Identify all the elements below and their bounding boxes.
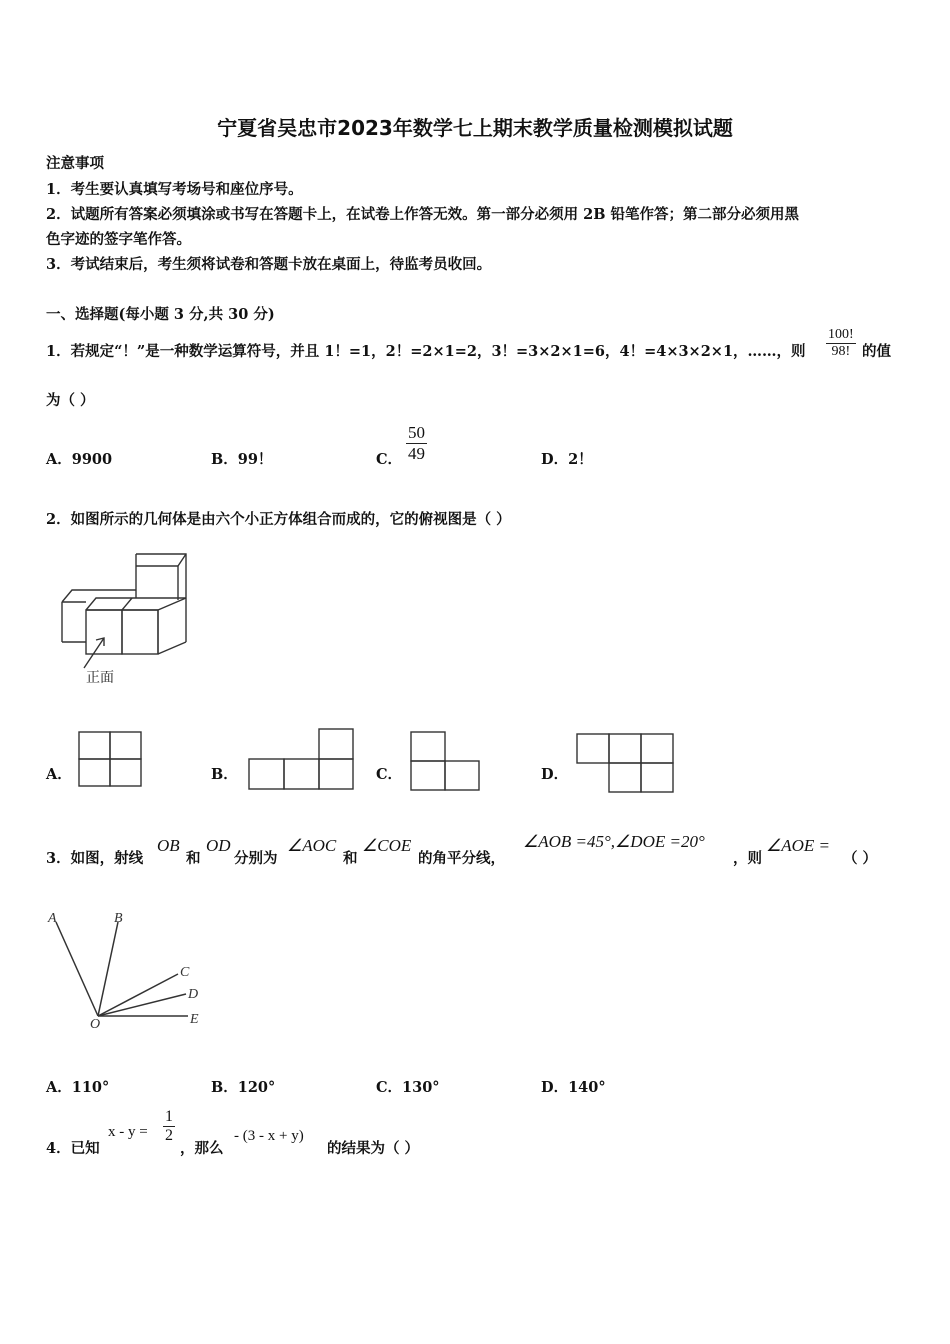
label-d: D [188,987,199,1002]
q2-option-d-figure [576,733,674,793]
q2-text: 2．如图所示的几何体是由六个小正方体组合而成的，它的俯视图是（ ） [46,511,511,528]
notice-item-2-line-2: 色字迹的签字笔作答。 [46,231,191,248]
q1-frac-num: 100! [828,327,854,342]
notice-item-1: 1．考生要认真填写考场号和座位序号。 [46,181,303,198]
q3-ray-od: OD [206,836,231,855]
q2-front-label: 正面 [86,670,114,686]
label-b: B [114,911,123,926]
q1-option-c-fraction [406,423,427,464]
q1-text: 1．若规定“！”是一种数学运算符号，并且 1！=1，2！=2×1=2，3！=3×2×1=6，4！=4×3×2×1，……，则 [46,343,806,360]
q3-ray-ob: OB [157,836,180,855]
q2-option-a-figure [78,731,142,787]
q2-option-b[interactable]: B． [211,766,238,783]
ray-oa [56,922,98,1016]
ray-od [98,994,186,1016]
q3-text-4: 和 [343,850,358,867]
label-e: E [190,1012,199,1027]
q2-option-b-figure [248,728,354,790]
label-a: A [48,911,57,926]
notice-heading: 注意事项 [46,155,104,172]
ray-ob [98,922,118,1016]
ray-oc [98,974,178,1016]
q4-text-3: 的结果为（ ） [327,1140,420,1157]
q3-angle-coe: ∠COE [362,836,412,855]
notice-item-3: 3．考试结束后，考生须将试卷和答题卡放在桌面上，待监考员收回。 [46,256,492,273]
q4-text-1: 4．已知 [46,1140,100,1157]
q3-given-angles: ∠AOB =45°,∠DOE =20° [523,832,705,851]
q2-option-d[interactable]: D． [541,766,569,783]
q3-option-c[interactable]: C．130° [376,1079,440,1096]
q4-frac-den: 2 [165,1127,173,1144]
q1-tail: 的值 [862,343,891,360]
q3-text-6: ，则 [733,850,762,867]
q3-text-1: 3．如图，射线 [46,850,144,867]
q4-fraction [163,1108,175,1145]
q1-option-b[interactable]: B．99！ [211,451,273,468]
q3-text-3: 分别为 [234,850,278,867]
q4-text-2: ，那么 [180,1140,224,1157]
q1-fraction [826,327,856,360]
page-title: 宁夏省吴忠市2023年数学七上期末教学质量检测模拟试题 [217,116,733,140]
q1-option-c[interactable]: C． [376,451,403,468]
label-o: O [90,1017,101,1032]
q1-option-d[interactable]: D．2！ [541,451,593,468]
q4-expr-1: x - y = [108,1124,148,1140]
q1-option-c-num: 50 [408,423,425,442]
q3-angle-figure [44,908,214,1032]
q2-option-c[interactable]: C． [376,766,403,783]
q4-expr-2: - (3 - x + y) [234,1128,304,1144]
q2-option-c-figure [410,731,480,791]
q3-angle-aoe: ∠AOE = [766,836,831,855]
q1-frac-den: 98! [831,344,851,359]
q2-option-a[interactable]: A． [46,766,72,783]
section-heading: 一、选择题(每小题 3 分,共 30 分) [46,306,275,323]
q3-angle-aoc: ∠AOC [287,836,337,855]
q1-option-c-den: 49 [408,444,425,463]
q1-option-a[interactable]: A．9900 [46,451,113,468]
q4-frac-num: 1 [165,1108,173,1125]
q3-option-a[interactable]: A．110° [46,1079,110,1096]
q3-text-5: 的角平分线， [418,850,505,867]
q3-text-2: 和 [186,850,201,867]
q3-text-7: （ ） [843,850,878,867]
q3-option-d[interactable]: D．140° [541,1079,606,1096]
q3-option-b[interactable]: B．120° [211,1079,276,1096]
label-c: C [180,965,190,980]
notice-item-2-line-1: 2．试题所有答案必须填涂或书写在答题卡上，在试卷上作答无效。第一部分必须用 2B 铅笔作答；第二部分必须用黑 [46,206,800,223]
q2-solid-figure [50,550,200,690]
q1-line2: 为（ ） [46,392,95,409]
